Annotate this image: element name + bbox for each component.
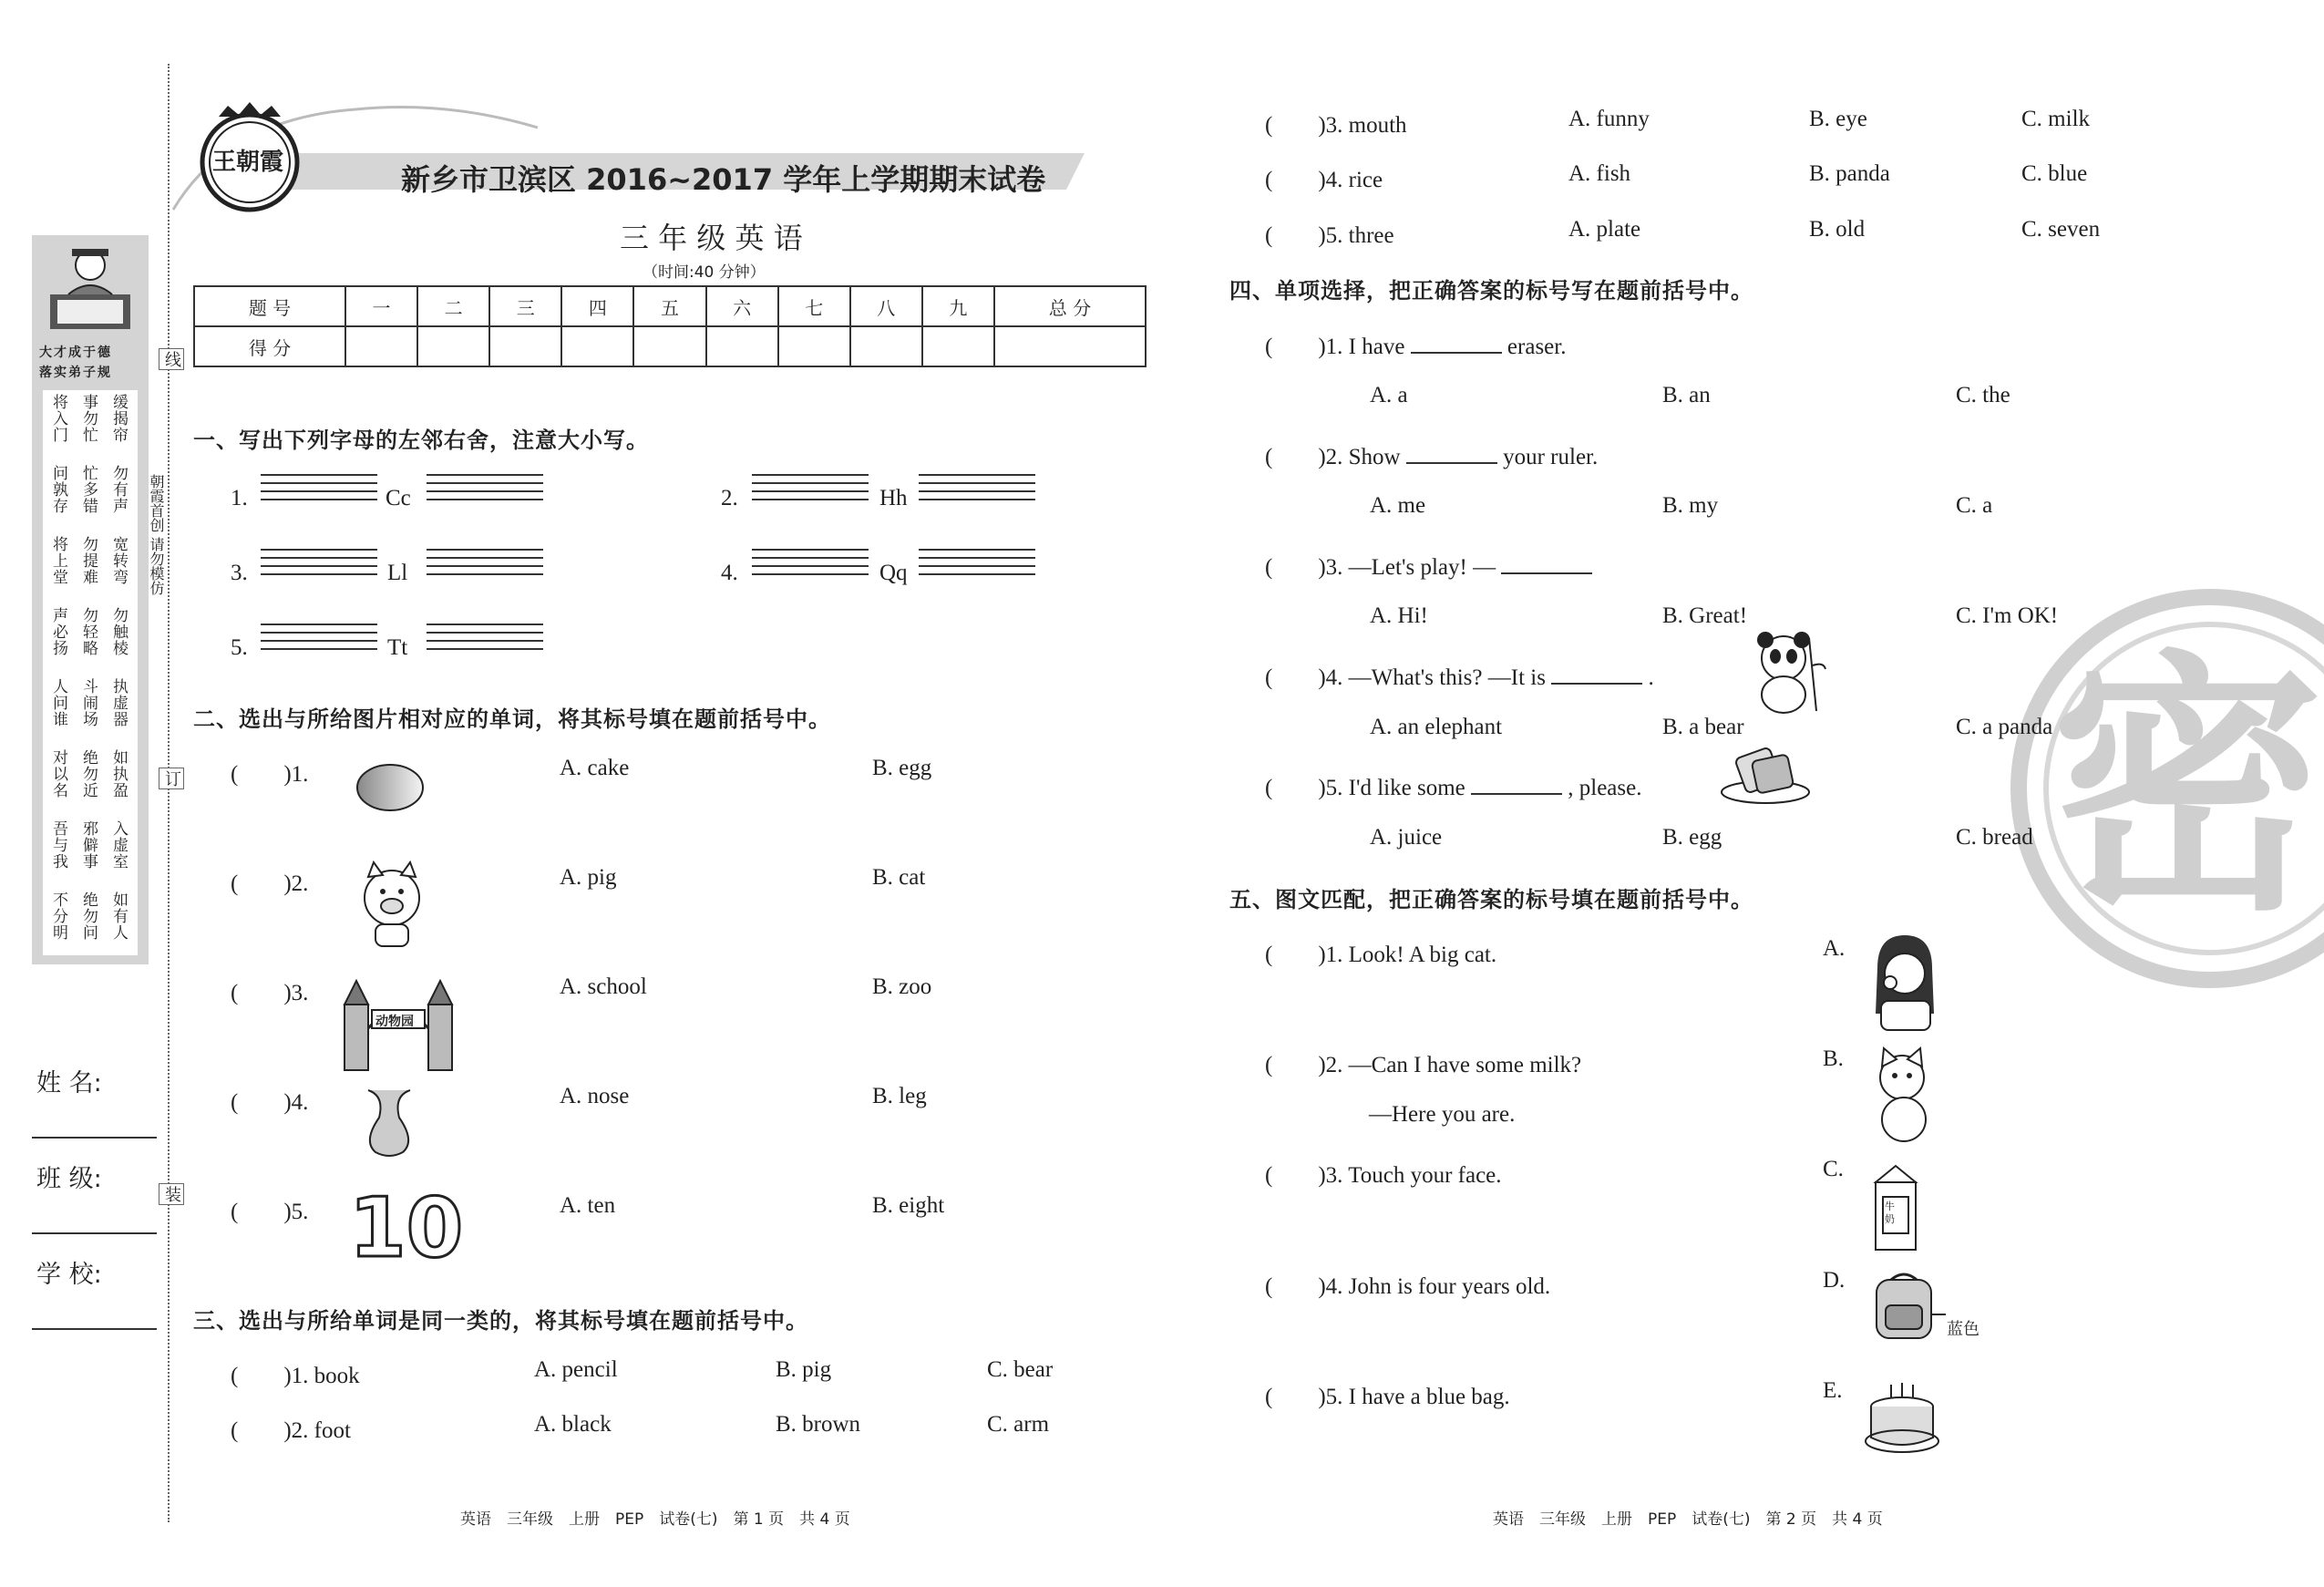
bread-picture — [1718, 743, 1814, 807]
s2-option-b: B. cat — [872, 865, 926, 890]
brand-name: 王朝霞 — [212, 149, 284, 176]
score-input-cell[interactable] — [489, 326, 561, 366]
s5-item[interactable]: ( )1. Look! A big cat. — [1265, 943, 1497, 967]
s1-letter: Cc — [386, 486, 411, 510]
s3-option-c: C. milk — [2021, 107, 2091, 131]
s1-left-lines[interactable] — [261, 549, 377, 582]
s3-item[interactable]: ( )3. mouth — [1265, 113, 1407, 138]
score-header-row — [194, 286, 1146, 326]
s4-question-text: ( )4. —What's this? —It is — [1265, 665, 1546, 690]
verse-column: 问孰存 — [49, 465, 67, 514]
s5-item-extra: —Here you are. — [1369, 1102, 1516, 1127]
s4-option-a: A. me — [1370, 493, 1426, 518]
panda-picture — [1745, 629, 1827, 716]
s3-item[interactable]: ( )1. book — [231, 1364, 360, 1388]
s4-option-c: C. I'm OK! — [1956, 603, 2059, 628]
verse-column: 吾与我 — [49, 820, 67, 870]
section4-title: 四、单项选择，把正确答案的标号写在题前括号中。 — [1229, 278, 1753, 304]
verse-column: 入虚室 — [109, 820, 128, 870]
s3-option-c: C. blue — [2021, 161, 2088, 186]
s1-item-num: 2. — [721, 486, 738, 510]
s3-item[interactable]: ( )2. foot — [231, 1418, 351, 1443]
s4-option-a: A. Hi! — [1370, 603, 1428, 628]
answer-blank[interactable] — [1551, 663, 1642, 685]
s1-item-num: 1. — [231, 486, 248, 510]
s5-letter: B. — [1823, 1046, 1844, 1071]
score-header-cell: 一 — [345, 286, 417, 326]
s1-letter: Tt — [387, 635, 408, 660]
section3-title: 三、选出与所给单词是同一类的，将其标号填在题前括号中。 — [193, 1308, 808, 1334]
class-label: 班 级: — [36, 1165, 102, 1193]
score-header-cell: 五 — [633, 286, 705, 326]
verse-column: 事勿忙 — [79, 394, 98, 443]
score-row-label: 得 分 — [194, 326, 345, 366]
s3-option-c: C. bear — [987, 1357, 1054, 1382]
s4-option-c: C. the — [1956, 383, 2010, 407]
cut-label-3: 装 — [159, 1183, 184, 1205]
bag-color-label: 蓝色 — [1947, 1320, 1980, 1339]
cut-label-2: 订 — [159, 768, 184, 789]
s2-item-num[interactable]: ( )4. — [231, 1090, 309, 1115]
s4-option-b: B. my — [1662, 493, 1719, 518]
score-input-cell[interactable] — [345, 326, 417, 366]
s5-letter: D. — [1823, 1268, 1846, 1293]
s4-question[interactable] — [1265, 769, 1641, 802]
score-header-cell: 三 — [489, 286, 561, 326]
copyright-note: 朝霞首创 请勿模仿 — [148, 474, 165, 596]
s4-question[interactable] — [1265, 438, 1598, 471]
s5-letter: E. — [1823, 1378, 1843, 1403]
verse-column: 缓揭帘 — [109, 394, 128, 443]
s3-option-b: B. pig — [776, 1357, 832, 1382]
verse-column: 人问谁 — [49, 678, 67, 727]
s3-option-b: B. old — [1809, 217, 1866, 242]
motto-line-2: 落实弟子规 — [39, 366, 112, 380]
score-input-cell[interactable] — [850, 326, 922, 366]
name-field[interactable] — [32, 1137, 157, 1139]
s4-option-b: B. Great! — [1662, 603, 1748, 628]
score-header-cell: 六 — [706, 286, 778, 326]
backpack-picture — [1864, 1269, 1946, 1346]
s5-item[interactable]: ( )2. —Can I have some milk? — [1265, 1053, 1582, 1077]
s2-item-num[interactable]: ( )5. — [231, 1200, 309, 1224]
s2-option-b: B. egg — [872, 756, 932, 780]
score-input-cell[interactable] — [633, 326, 705, 366]
verse-column: 斗闹场 — [79, 678, 98, 727]
s3-option-c: C. seven — [2021, 217, 2101, 242]
s2-option-b: B. zoo — [872, 974, 932, 999]
class-field[interactable] — [32, 1232, 157, 1234]
s1-left-lines[interactable] — [261, 474, 377, 507]
verse-column: 如执盈 — [109, 749, 128, 799]
s1-right-lines[interactable] — [427, 623, 543, 656]
score-input-cell[interactable] — [561, 326, 633, 366]
s4-question[interactable] — [1265, 328, 1566, 361]
s5-item[interactable]: ( )4. John is four years old. — [1265, 1274, 1551, 1299]
s3-option-b: B. eye — [1809, 107, 1867, 131]
s3-option-b: B. brown — [776, 1412, 861, 1437]
s2-item-num[interactable]: ( )1. — [231, 762, 309, 787]
nose-picture — [357, 1087, 421, 1159]
answer-blank[interactable] — [1501, 552, 1592, 574]
s2-option-b: B. eight — [872, 1193, 945, 1218]
s3-option-a: A. black — [534, 1412, 612, 1437]
verse-column: 勿触棱 — [109, 607, 128, 656]
s4-question-tail: eraser. — [1506, 335, 1567, 359]
s5-letter: A. — [1823, 936, 1846, 961]
s2-option-a: A. cake — [560, 756, 630, 780]
pig-picture — [346, 857, 437, 957]
s4-option-c: C. a panda — [1956, 715, 2053, 739]
verse-column: 绝勿近 — [79, 749, 98, 799]
cat-picture — [1864, 1046, 1946, 1147]
verse-column: 邪僻事 — [79, 820, 98, 870]
s3-option-a: A. plate — [1568, 217, 1641, 242]
s1-letter: Qq — [879, 561, 908, 585]
s1-letter: Ll — [387, 561, 408, 585]
s4-option-b: B. an — [1662, 383, 1711, 407]
exam-title: 新乡市卫滨区 2016~2017 学年上学期期末试卷 — [401, 162, 1046, 197]
verse-column: 绝勿问 — [79, 891, 98, 941]
school-field[interactable] — [32, 1328, 157, 1330]
score-header-cell: 题 号 — [194, 286, 345, 326]
score-input-cell[interactable] — [778, 326, 850, 366]
section1-title: 一、写出下列字母的左邻右舍，注意大小写。 — [193, 428, 649, 453]
s3-item[interactable]: ( )5. three — [1265, 223, 1394, 248]
score-header-cell: 二 — [417, 286, 489, 326]
s3-option-a: A. funny — [1568, 107, 1650, 131]
left-sidebar — [32, 235, 149, 964]
verse-column: 将入门 — [49, 394, 67, 443]
s4-question-tail: . — [1648, 665, 1654, 690]
scholar-illustration — [32, 240, 149, 340]
answer-blank[interactable] — [1406, 442, 1497, 464]
s4-option-a: A. a — [1370, 383, 1408, 407]
s2-option-b: B. leg — [872, 1084, 927, 1108]
s4-option-c: C. bread — [1956, 825, 2033, 850]
s4-option-a: A. juice — [1370, 825, 1443, 850]
name-label: 姓 名: — [36, 1069, 102, 1098]
footer-page1: 英语 三年级 上册 PEP 试卷(七) 第 1 页 共 4 页 — [460, 1510, 850, 1529]
score-header-cell: 四 — [561, 286, 633, 326]
s1-item-num: 3. — [231, 561, 248, 585]
s1-letter: Hh — [879, 486, 908, 510]
score-header-cell: 九 — [922, 286, 994, 326]
verse-column: 对以名 — [49, 749, 67, 799]
school-label: 学 校: — [36, 1261, 102, 1289]
s4-question[interactable] — [1265, 549, 1592, 582]
section2-title: 二、选出与所给图片相对应的单词，将其标号填在题前括号中。 — [193, 706, 831, 732]
s1-left-lines[interactable] — [752, 549, 869, 582]
s1-right-lines[interactable] — [427, 474, 543, 507]
s3-item[interactable]: ( )4. rice — [1265, 168, 1383, 192]
s1-left-lines[interactable] — [261, 623, 377, 656]
s4-question-text: ( )1. I have — [1265, 335, 1405, 359]
time-note: （时间:40 分钟） — [643, 263, 766, 282]
birthday-cake-picture — [1864, 1381, 1941, 1458]
footer-page2: 英语 三年级 上册 PEP 试卷(七) 第 2 页 共 4 页 — [1493, 1510, 1883, 1529]
s2-item-num[interactable]: ( )3. — [231, 981, 309, 1005]
s5-letter: C. — [1823, 1157, 1844, 1181]
s5-item[interactable]: ( )5. I have a blue bag. — [1265, 1385, 1510, 1409]
s4-option-b: B. a bear — [1662, 715, 1744, 739]
s2-option-a: A. pig — [560, 865, 617, 890]
girl-picture — [1859, 932, 1946, 1032]
section5-title: 五、图文匹配，把正确答案的标号填在题前括号中。 — [1229, 887, 1753, 912]
s1-right-lines[interactable] — [919, 474, 1035, 507]
s1-item-num: 5. — [231, 635, 248, 660]
s1-item-num: 4. — [721, 561, 738, 585]
s4-question[interactable] — [1265, 659, 1654, 692]
number-ten-picture: 10 — [349, 1180, 464, 1276]
score-table — [193, 285, 1147, 367]
cut-label-1: 线 — [159, 348, 184, 370]
s4-question-text: ( )5. I'd like some — [1265, 776, 1465, 800]
score-input-cell[interactable] — [417, 326, 489, 366]
egg-picture — [354, 761, 427, 814]
answer-blank[interactable] — [1411, 332, 1502, 354]
s4-option-c: C. a — [1956, 493, 1993, 518]
s2-option-a: A. ten — [560, 1193, 616, 1218]
score-value-row — [194, 326, 1146, 366]
cut-line — [168, 64, 170, 1522]
score-input-cell[interactable] — [706, 326, 778, 366]
verse-column: 宽转弯 — [109, 536, 128, 585]
score-input-cell[interactable] — [922, 326, 994, 366]
s2-option-a: A. school — [560, 974, 647, 999]
verse-column: 勿轻略 — [79, 607, 98, 656]
verse-column: 忙多错 — [79, 465, 98, 514]
s1-right-lines[interactable] — [427, 549, 543, 582]
s1-left-lines[interactable] — [752, 474, 869, 507]
s3-option-b: B. panda — [1809, 161, 1890, 186]
s4-option-a: A. an elephant — [1370, 715, 1503, 739]
score-header-cell: 八 — [850, 286, 922, 326]
seal-character: 密 — [2051, 629, 2324, 947]
verse-column: 声必扬 — [49, 607, 67, 656]
zoo-sign-text: 动物园 — [375, 1015, 414, 1029]
subject-title: 三 年 级 英 语 — [620, 221, 803, 255]
s5-item[interactable]: ( )3. Touch your face. — [1265, 1163, 1502, 1188]
s3-option-c: C. arm — [987, 1412, 1050, 1437]
s4-option-b: B. egg — [1662, 825, 1722, 850]
verse-column: 勿提难 — [79, 536, 98, 585]
verse-panel — [43, 390, 138, 955]
motto-line-1: 大才成于德 — [39, 345, 112, 360]
s3-option-a: A. pencil — [534, 1357, 618, 1382]
answer-blank[interactable] — [1471, 773, 1562, 795]
verse-column: 勿有声 — [109, 465, 128, 514]
s4-question-tail: your ruler. — [1503, 445, 1599, 469]
s4-question-text: ( )3. —Let's play! — — [1265, 555, 1496, 580]
score-input-cell[interactable] — [994, 326, 1146, 366]
s1-right-lines[interactable] — [919, 549, 1035, 582]
verse-column: 执虚器 — [109, 678, 128, 727]
verse-column: 如有人 — [109, 891, 128, 941]
score-header-cell: 七 — [778, 286, 850, 326]
s2-option-a: A. nose — [560, 1084, 630, 1108]
s2-item-num[interactable]: ( )2. — [231, 871, 309, 896]
verse-column: 将上堂 — [49, 536, 67, 585]
score-header-cell: 总 分 — [994, 286, 1146, 326]
verse-column: 不分明 — [49, 891, 67, 941]
s4-question-text: ( )2. Show — [1265, 445, 1401, 469]
milk-label: 牛奶 — [1885, 1201, 1895, 1225]
s3-option-a: A. fish — [1568, 161, 1631, 186]
s4-question-tail: , please. — [1568, 776, 1642, 800]
